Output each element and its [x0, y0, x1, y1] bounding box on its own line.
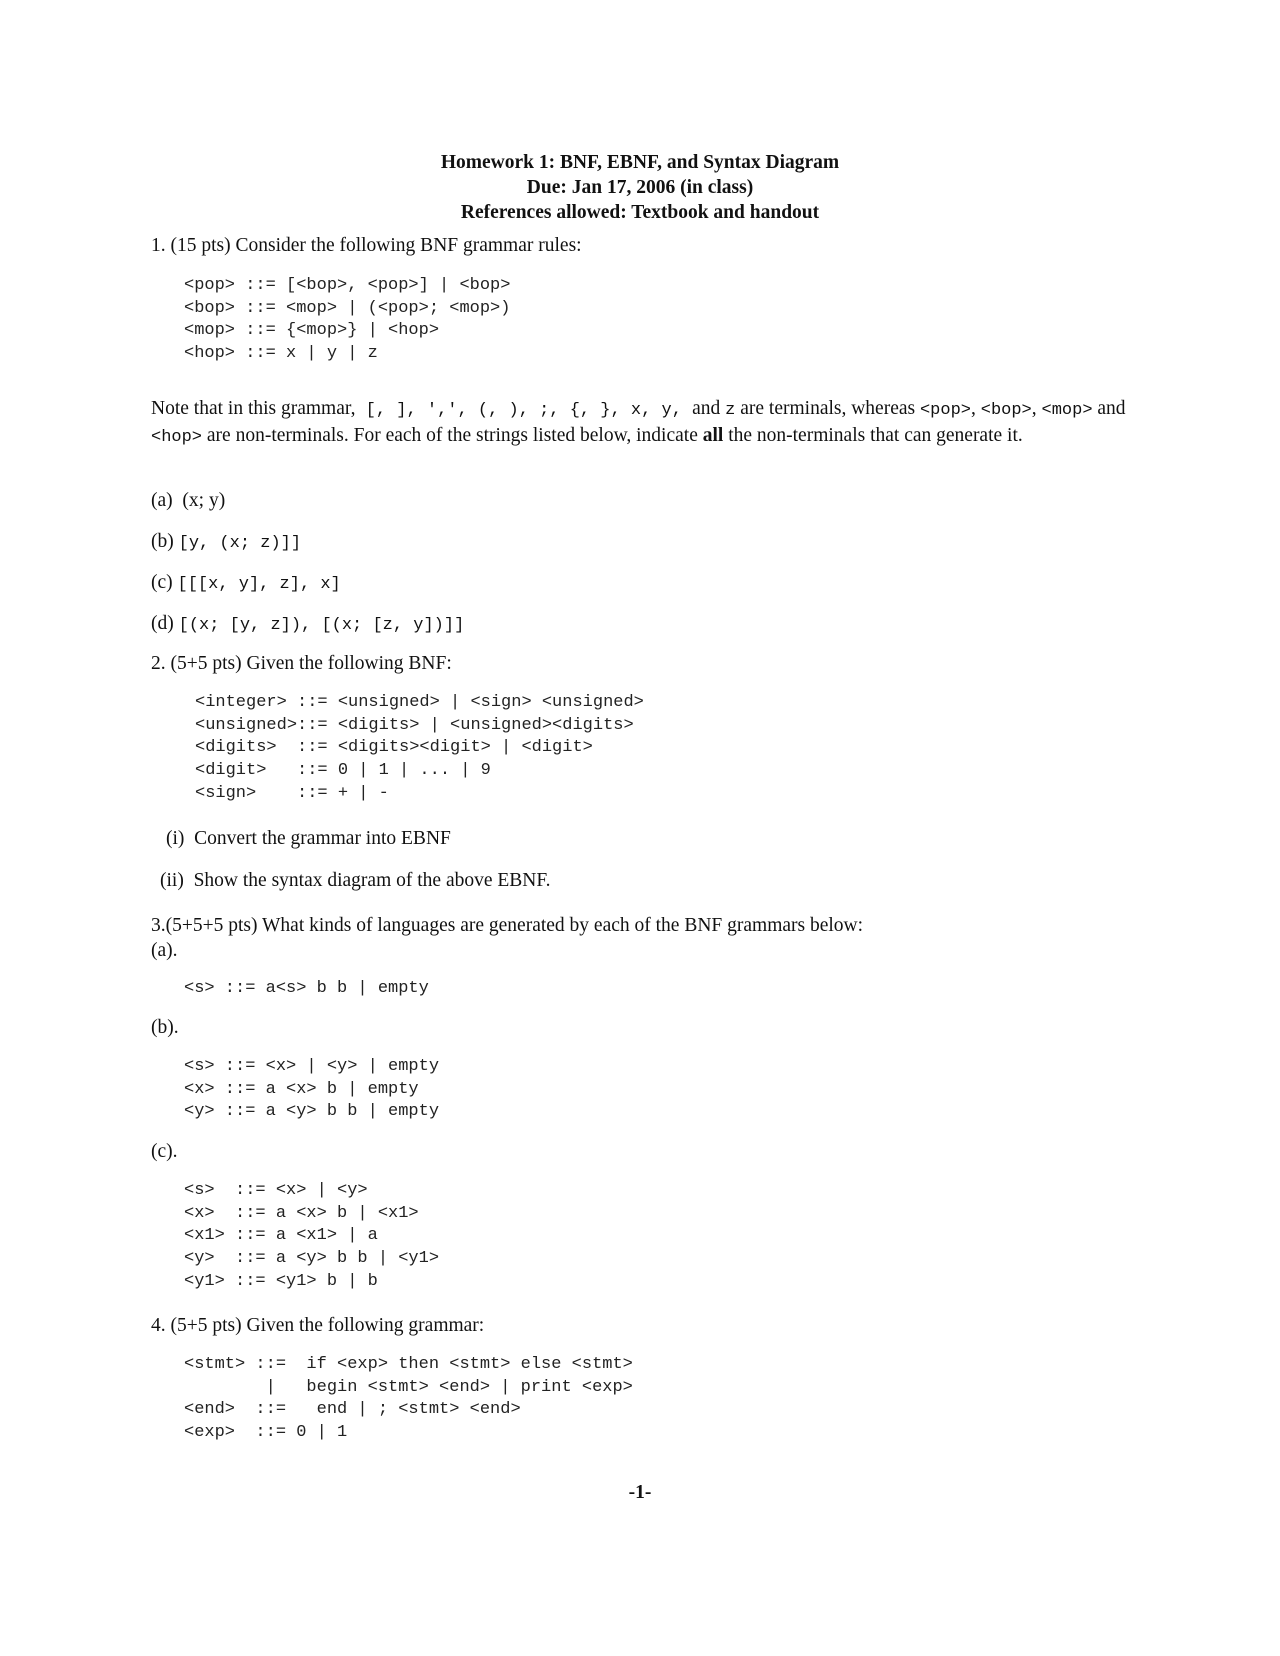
q3-b-label: (b). [151, 1017, 179, 1038]
nonterminal-bop: <bop> [980, 401, 1032, 420]
q1-intro: 1. (15 pts) Consider the following BNF grammar rules: [151, 235, 582, 256]
grammar-line: <s> ::= a<s> b b | empty [184, 979, 429, 998]
q3-a-grammar [184, 978, 429, 1001]
note-text: are terminals, whereas [735, 398, 920, 419]
q3-b-grammar [184, 1056, 439, 1124]
nonterminal-hop: <hop> [151, 428, 203, 447]
q1-grammar [184, 275, 510, 366]
grammar-line: <end> ::= end | ; <stmt> <end> [184, 1400, 521, 1420]
q2-grammar [195, 692, 644, 806]
grammar-line: <x> ::= a <x> b | empty [184, 1079, 419, 1099]
grammar-line: <sign> ::= + | - [195, 783, 389, 803]
note-text: and [1092, 398, 1126, 419]
q3-c-grammar [184, 1180, 439, 1294]
q1-item-a [151, 488, 225, 513]
q1-item-d [151, 611, 464, 638]
note-text: , [971, 398, 981, 419]
item-value: [(x; [y, z]), [(x; [z, y])]] [178, 616, 465, 635]
item-text: Convert the grammar into EBNF [194, 828, 451, 849]
note-text: and [692, 398, 726, 419]
item-label: (a) [151, 490, 173, 511]
grammar-line: <x1> ::= a <x1> | a [184, 1226, 378, 1246]
homework-title: Homework 1: BNF, EBNF, and Syntax Diagram [440, 152, 840, 173]
emphasis-all: all [702, 425, 724, 446]
item-label: (d) [151, 613, 174, 634]
grammar-line: <mop> ::= {<mop>} | <hop> [184, 321, 440, 341]
header [0, 150, 1280, 225]
note-text: , [1031, 398, 1042, 419]
grammar-line: <s> ::= <x> | <y> [184, 1181, 368, 1200]
item-label: (c) [151, 572, 173, 593]
grammar-line: <bop> ::= <mop> | (<pop>; <mop>) [184, 298, 511, 318]
grammar-line: <integer> ::= <unsigned> | <sign> <unsigned> [195, 693, 644, 712]
q3-c-label: (c). [151, 1141, 178, 1162]
q2-item-i [166, 826, 451, 851]
references-note: References allowed: Textbook and handout [460, 202, 820, 223]
grammar-line: <y> ::= a <y> b b | empty [184, 1102, 440, 1122]
item-label: (i) [166, 828, 185, 849]
grammar-line: <unsigned>::= <digits> | <unsigned><digits> [195, 715, 634, 735]
q2-item-ii [160, 868, 551, 893]
grammar-line: <pop> ::= [<bop>, <pop>] | <bop> [184, 276, 511, 295]
terminals-list: [, ], ',', (, ), ;, {, }, x, y, [355, 401, 693, 420]
grammar-line: <exp> ::= 0 | 1 [184, 1423, 348, 1443]
q4-intro: 4. (5+5 pts) Given the following grammar: [151, 1315, 485, 1336]
q2-intro: 2. (5+5 pts) Given the following BNF: [151, 653, 452, 674]
item-value: (x; y) [182, 490, 226, 511]
item-value: [[[x, y], z], x] [177, 575, 341, 594]
item-label: (ii) [160, 870, 184, 891]
q3-intro: 3.(5+5+5 pts) What kinds of languages are generated by each of the BNF grammars below: [151, 915, 864, 936]
grammar-line: <s> ::= <x> | <y> | empty [184, 1057, 440, 1076]
item-text: Show the syntax diagram of the above EBNF. [193, 870, 551, 891]
grammar-line: <hop> ::= x | y | z [184, 344, 378, 364]
item-value: [y, (x; z)]] [178, 534, 302, 553]
note-text: the non-terminals that can generate it. [723, 425, 1023, 446]
item-label: (b) [151, 531, 174, 552]
note-text: Note that in this grammar, [151, 398, 356, 419]
nonterminal-pop: <pop> [919, 401, 971, 420]
q3-a-label: (a). [151, 940, 178, 961]
grammar-line: <x> ::= a <x> b | <x1> [184, 1203, 419, 1223]
grammar-line: | begin <stmt> <end> | print <exp> [184, 1377, 633, 1397]
due-date: Due: Jan 17, 2006 (in class) [526, 177, 754, 198]
note-text: are non-terminals. For each of the strings listed below, indicate [202, 425, 703, 446]
q1-item-c [151, 570, 341, 597]
terminal-z: z [725, 401, 736, 420]
q1-note [151, 396, 1131, 450]
grammar-line: <stmt> ::= if <exp> then <stmt> else <stmt> [184, 1355, 633, 1374]
grammar-line: <digits> ::= <digits><digit> | <digit> [195, 738, 593, 758]
q1-item-b [151, 529, 301, 556]
grammar-line: <y> ::= a <y> b b | <y1> [184, 1249, 440, 1269]
grammar-line: <y1> ::= <y1> b | b [184, 1271, 378, 1291]
q4-grammar [184, 1354, 633, 1445]
page-number: -1- [628, 1482, 652, 1503]
nonterminal-mop: <mop> [1041, 401, 1093, 420]
grammar-line: <digit> ::= 0 | 1 | ... | 9 [195, 761, 491, 781]
